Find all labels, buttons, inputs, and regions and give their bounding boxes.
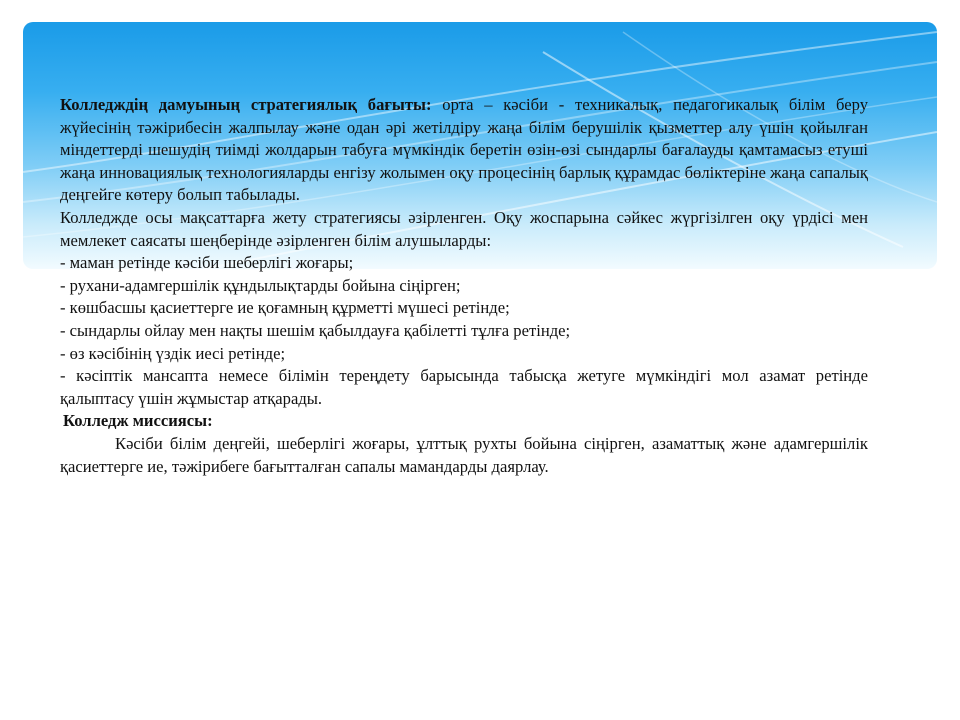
strategy-intro: Колледжде осы мақсаттарға жету стратегиясы әзірленген. Оқу жоспарына сәйкес жүргізілген оқу үрдісі мен мемлекет саясаты шеңберінде әзірленген білім алушыларды:	[60, 207, 868, 250]
strategy-heading: Колледждің дамуының стратегиялық бағыты:	[60, 95, 432, 114]
strategy-text: орта – кәсіби - техникалық, педагогикалық білім беру жүйесінің тәжірибесін жалпылау және одан әрі жетілдіру жаңа білім берушілік қызметтер алу үшін қойылған міндеттерді шешудің тиімді жолдарын табуға мүмкіндік беретін өзін-өзі сындарлы бағалауды қамтамасыз етуші жаңа инновациялық технологияларды енгізу жолымен оқу процесінің барлық құрамдас бөліктеріне жаңа сапалық деңгейге көтеру болып табылады.	[60, 95, 869, 205]
mission-title: Колледж миссиясы:	[63, 411, 213, 431]
list-item: - көшбасшы қасиеттерге ие қоғамның құрметті мүшесі ретінде;	[60, 298, 510, 318]
list-item: - рухани-адамгершілік құндылықтарды бойына сіңірген;	[60, 275, 461, 295]
list-item: - өз кәсібінің үздік иесі ретінде;	[60, 343, 286, 363]
slide-text-body	[60, 94, 868, 478]
strategy-paragraph	[60, 94, 868, 207]
list-item: - кәсіптік мансапта немесе білімін тереңдету барысында табысқа жетуге мүмкіндігі мол азамат ретінде қалыптасу үшін жұмыстар атқарады.	[60, 366, 868, 408]
mission-text: Кәсіби білім деңгейі, шеберлігі жоғары, ұлттық рухты бойына сіңірген, азаматтық және адамгершілік қасиеттерге ие, тәжірибеге бағытталған сапалы мамандарды даярлау.	[60, 433, 868, 476]
list-item: - сындарлы ойлау мен нақты шешім қабылдауға қабілетті тұлға ретінде;	[60, 320, 571, 340]
list-item: - маман ретінде кәсіби шеберлігі жоғары;	[60, 253, 354, 273]
